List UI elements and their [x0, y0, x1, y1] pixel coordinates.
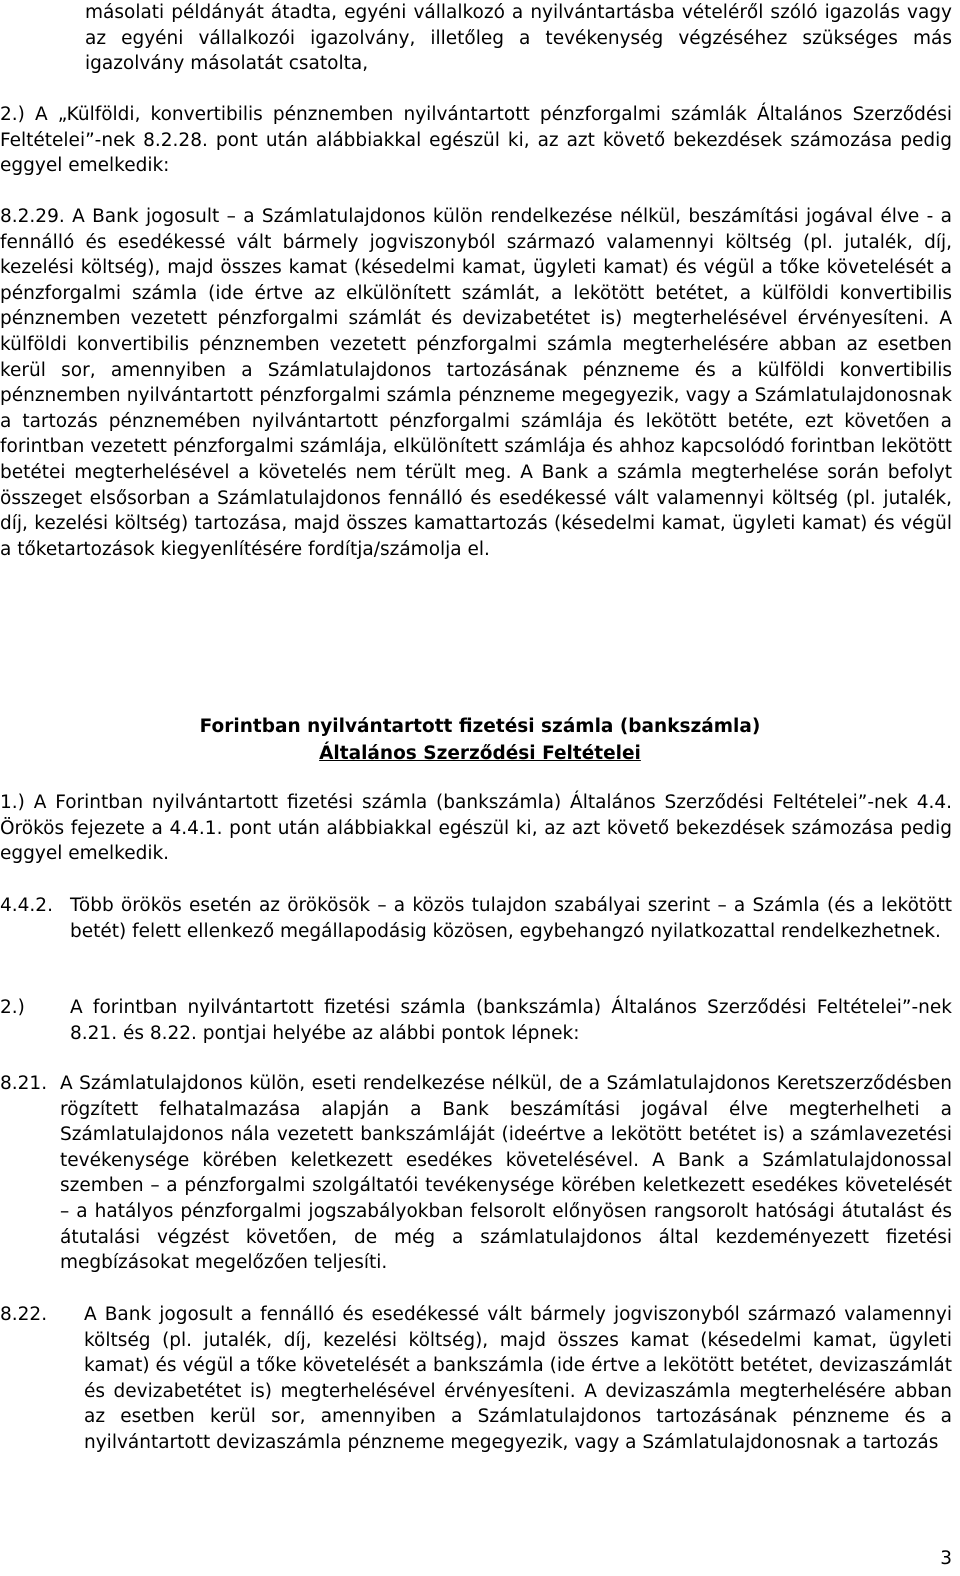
paragraph-text: A forintban nyilvántartott fizetési számla (bankszámla) Általános Szerződési Feltételei”-nek 8.21. és 8.22. pontjai helyébe az alábbi pontok lépnek:	[70, 997, 952, 1044]
paragraph-continuation: másolati példányát átadta, egyéni vállalkozó a nyilvántartásba vételéről szóló igazolás vagy az egyéni vállalkozói igazolvány, illetőleg a tevékenység végzéséhez szükséges más igazolvány másolatát csatolta,	[85, 2, 952, 75]
paragraph-2	[0, 995, 952, 1046]
paragraph-8-2-29: 8.2.29. A Bank jogosult – a Számlatulajdonos külön rendelkezése nélkül, beszámítási jogával élve - a fennálló és esedékessé vált bármely jogviszonyból származó valamennyi költség (pl. jutalék, díj, kezelési költség), majd összes kamat (késedelmi kamat, ügyleti kamat) és végül a tőke követelését a pénzforgalmi számla (ide értve az elkülönített számlát, a lekötött betétet, a külföldi konvertibilis pénznemben vezetett pénzforgalmi számlát és devizabetétet is) megterhelésével érvényesíteni. A külföldi konvertibilis pénznemben vezetett pénzforgalmi számla megterhelésére abban az esetben kerül sor, amennyiben a Számlatulajdonos tartozásának pénzneme és a külföldi konvertibilis pénznemben nyilvántartott pénzforgalmi számla pénzneme megegyezik, vagy a Számlatulajdonosnak a tartozás pénznemében nyilvántartott pénzforgalmi számlája és lekötött betéte, ezt követően a forintban vezetett pénzforgalmi számlája, elkülönített számlája és ahhoz kapcsolódó forintban lekötött betétei megterhelésével a követelés nem térült meg. A Bank a számla megterhelése során befolyt összeget elsősorban a Számlatulajdonos fennálló és esedékessé vált valamennyi költség (pl. jutalék, díj, kezelési költség) tartozása, majd összes kamattartozás (késedelmi kamat, ügyleti kamat) és végül a tőketartozások kiegyenlítésére fordítja/számolja el.	[0, 206, 952, 560]
paragraph-text: A Bank jogosult a fennálló és esedékessé vált bármely jogviszonyból származó valamennyi költség (pl. jutalék, díj, kezelési költség), majd összes kamat (késedelmi kamat, ügyleti kamat) és végül a tőke követelését a bankszámla (ide értve a lekötött betétet, devizaszámlát és devizabetétet is) megterhelésével érvényesíteni. A devizaszámla megterhelésére abban az esetben kerül sor, amennyiben a Számlatulajdonos tartozásának pénzneme és a nyilvántartott devizaszámla pénzneme megegyezik, vagy a Számlatulajdonosnak a tartozás	[84, 1304, 952, 1453]
paragraph-4-4-2	[0, 893, 952, 944]
paragraph-text: Több örökös esetén az örökösök – a közös tulajdon szabályai szerint – a Számla (és a lekötött betét) felett ellenkező megállapodásig közösen, egybehangzó nyilatkozattal rendelkezhetnek.	[70, 895, 952, 942]
paragraph-number: 8.21.	[0, 1073, 48, 1094]
paragraph-8-22	[0, 1302, 952, 1456]
heading-line-1: Forintban nyilvántartott fizetési számla (bankszámla)	[199, 716, 761, 737]
paragraph-number: 8.22.	[0, 1304, 48, 1325]
paragraph-number: 2.)	[0, 997, 25, 1018]
page-number: 3	[940, 1548, 952, 1569]
heading-line-2: Általános Szerződési Feltételei	[319, 743, 641, 764]
paragraph-number: 4.4.2.	[0, 895, 53, 916]
paragraph-1: 1.) A Forintban nyilvántartott fizetési számla (bankszámla) Általános Szerződési Feltételei”-nek 4.4. Örökös fejezete a 4.4.1. pont után alábbiakkal egészül ki, az azt követő bekezdések számozása pedig eggyel emelkedik.	[0, 792, 952, 865]
paragraph-text: A Számlatulajdonos külön, eseti rendelkezése nélkül, de a Számlatulajdonos Keretszerződésben rögzített felhatalmazása alapján a Bank beszámítási jogával élve megterhelheti a Számlatulajdonos nála vezetett bankszámláját (ideértve a lekötött betétet is) a számlavezetési tevékenysége körében keletkezett esedékes követelésével. A Bank a Számlatulajdonossal szemben – a pénzforgalmi szolgáltatói tevékenysége körében keletkezett esedékes követelését – a hatályos pénzforgalmi jogszabályokban felsorolt előnyösen rangsorolt hatósági átutalást és átutalási végzést követően, de még a számlatulajdonos által kezdeményezett fizetési megbízásokat megelőzően teljesíti.	[60, 1073, 952, 1274]
paragraph-8-21	[0, 1071, 952, 1276]
paragraph-item-2: 2.) A „Külföldi, konvertibilis pénznemben nyilvántartott pénzforgalmi számlák Általános Szerződési Feltételei”-nek 8.2.28. pont után alábbiakkal egészül ki, az azt követő bekezdések számozása pedig eggyel emelkedik:	[0, 104, 952, 177]
section-heading	[0, 713, 960, 767]
